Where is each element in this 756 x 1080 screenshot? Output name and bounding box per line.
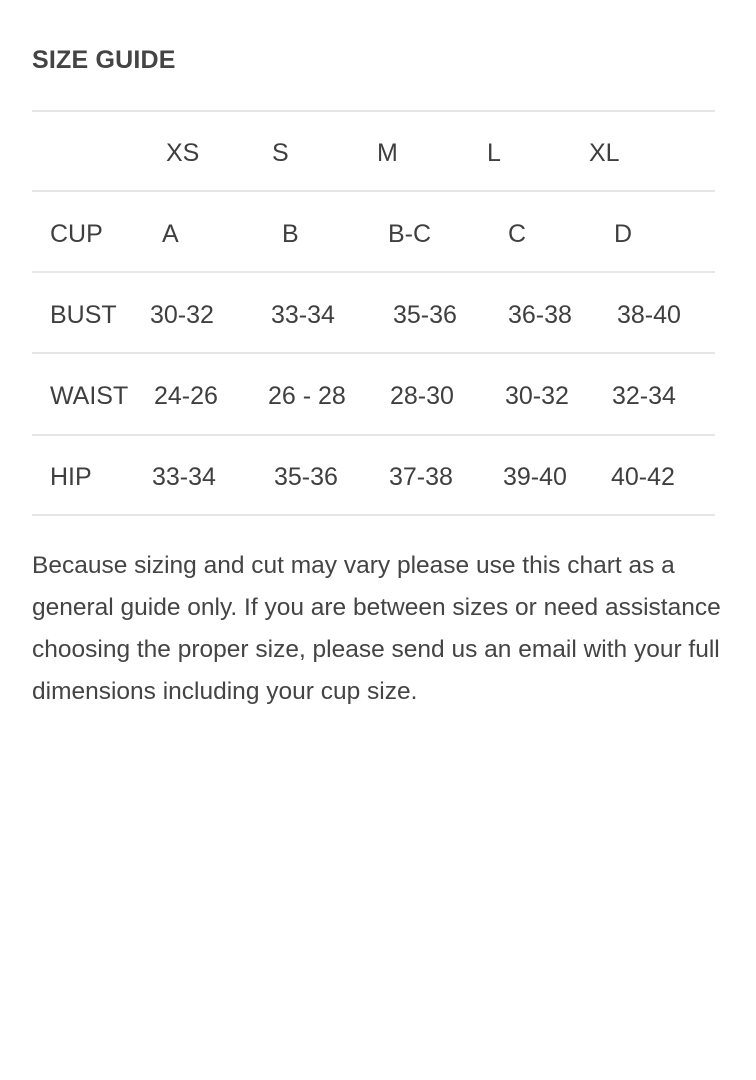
row-label-hip: HIP [50,463,92,491]
size-header-s: S [272,139,289,167]
table-cell: 40-42 [611,463,675,491]
table-cell: 28-30 [390,382,454,410]
table-cell: 26 - 28 [268,382,346,410]
table-cell: 24-26 [154,382,218,410]
sizing-note: Because sizing and cut may vary please use this chart as a general guide only. If you are between sizes or need assistance choosing the proper size, please send us an email with your full dimensions including your cup size. [32,552,721,705]
table-cell: B-C [388,220,432,248]
table-cell: 33-34 [152,463,216,491]
table-cell: 30-32 [505,382,569,410]
table-cell: D [614,220,633,248]
table-cell: 35-36 [393,301,457,329]
size-header-xs: XS [166,139,200,167]
table-cell: 37-38 [389,463,453,491]
divider [32,434,715,436]
divider [32,271,715,273]
table-cell: C [508,220,527,248]
page-title: SIZE GUIDE [32,46,176,74]
row-label-bust: BUST [50,301,117,329]
table-cell: B [282,220,299,248]
table-cell: 35-36 [274,463,338,491]
table-cell: 36-38 [508,301,572,329]
row-label-cup: CUP [50,220,103,248]
row-label-waist: WAIST [50,382,129,410]
table-cell: 39-40 [503,463,567,491]
table-cell: 30-32 [150,301,214,329]
table-cell: A [162,220,179,248]
divider [32,110,715,112]
table-cell: 32-34 [612,382,676,410]
size-header-l: L [487,139,501,167]
divider [32,352,715,354]
divider [32,190,715,192]
size-header-xl: XL [589,139,620,167]
table-cell: 38-40 [617,301,681,329]
size-header-m: M [377,139,398,167]
divider [32,514,715,516]
table-cell: 33-34 [271,301,335,329]
